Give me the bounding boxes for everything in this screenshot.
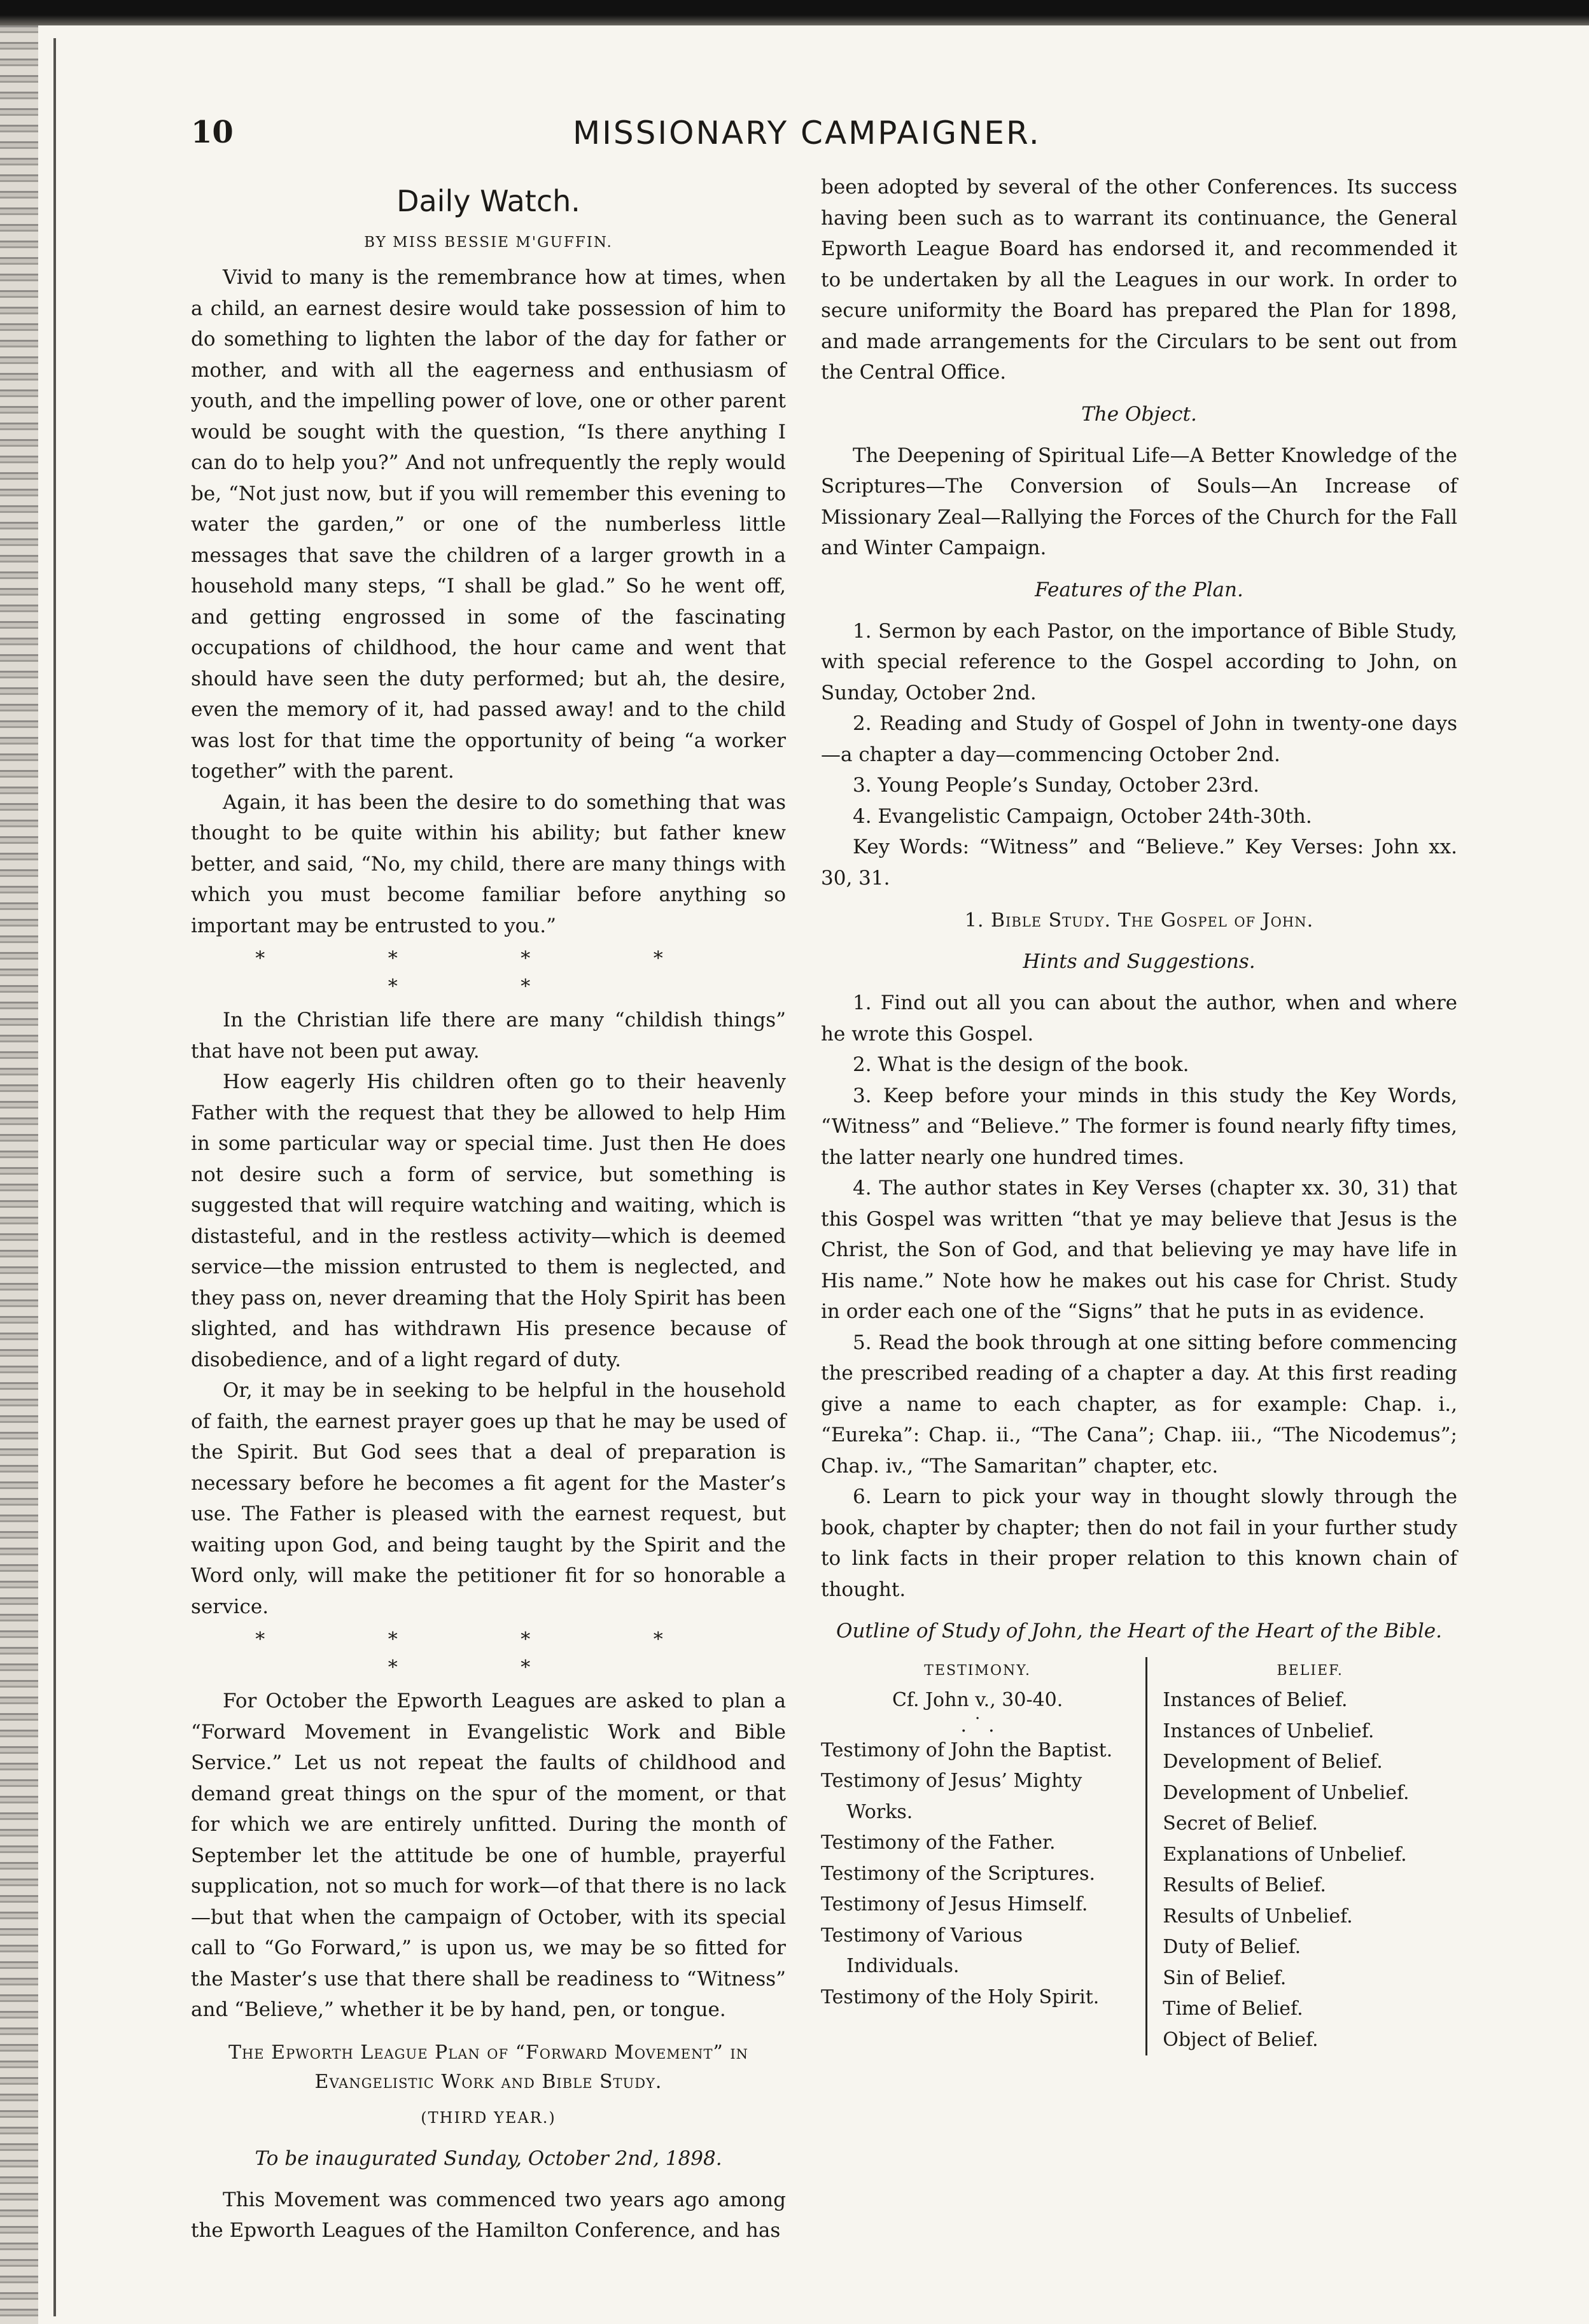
testimony-column: [821, 1657, 1147, 2055]
paragraph: In the Christian life there are many “childish things” that have not been put away.: [191, 1009, 786, 1063]
paragraph: Again, it has been the desire to do something that was thought to be quite within his ability; but father knew better, and said, “No, my child, there are many things with which you must become familiar before anything so important may be entrusted to you.”: [191, 790, 786, 937]
key-words: Key Words: “Witness” and “Believe.” Key Verses: John xx. 30, 31.: [821, 836, 1457, 890]
outline-heading: Outline of Study of John, the Heart of the Heart of the Bible.: [836, 1620, 1442, 1642]
running-title: MISSIONARY CAMPAIGNER.: [573, 115, 1041, 151]
belief-item: Instances of Belief.: [1163, 1689, 1348, 1711]
left-column: [191, 172, 786, 2246]
feature-item: 2. Reading and Study of Gospel of John in twenty-one days—a chapter a day—commencing October 2nd.: [821, 712, 1457, 766]
hint-item: 3. Keep before your minds in this study the Key Words, “Witness” and “Believe.” The former is found nearly fifty times, the latter nearly one hundred times.: [821, 1084, 1457, 1169]
testimony-item: Testimony of John the Baptist.: [821, 1739, 1113, 1761]
belief-item: Development of Belief.: [1163, 1751, 1383, 1773]
object-heading: The Object.: [1081, 402, 1197, 426]
hint-item: 1. Find out all you can about the author, when and where he wrote this Gospel.: [821, 991, 1457, 1046]
belief-item: Explanations of Unbelief.: [1163, 1843, 1407, 1866]
features-heading: Features of the Plan.: [1035, 578, 1243, 601]
testimony-item: Testimony of the Scriptures.: [821, 1862, 1096, 1885]
paragraph: Vivid to many is the remembrance how at times, when a child, an earnest desire would take possession of him to do something to lighten the labor of the day for father or mother, and with all the eagerness and enthusiasm of youth, and the impelling power of love, one or other parent would be sought with the question, “Is there anything I can do to help you?” And not unfrequently the reply would be, “Not just now, but if you will remember this evening to water the garden,” or one of the numberless little messages that save the children of a larger growth in a household many steps, “I shall be glad.” So he went off, and getting engrossed in some of the fascinating occupations of childhood, the hour came and went that should have seen the duty performed; but ah, the desire, even the memory of it, had passed away! and to the child was lost for that time the opportunity of being “a worker together” with the parent.: [191, 266, 786, 783]
belief-item: Instances of Unbelief.: [1163, 1719, 1375, 1742]
hint-item: 4. The author states in Key Verses (chapter xx. 30, 31) that this Gospel was written “that ye may believe that Jesus is the Christ, the Son of God, and that believing ye may have life in His name.” Note how he makes out his case for Christ. Study in order each one of the “Signs” that he puts in as evidence.: [821, 1177, 1457, 1323]
belief-item: Object of Belief.: [1163, 2028, 1319, 2051]
paragraph: For October the Epworth Leagues are asked to plan a “Forward Movement in Evangelistic Work and Bible Service.” Let us not repeat the faults of childhood and demand great things on the spur of the moment, or that for which we are entirely unfitted. During the month of September let the attitude be one of humble, prayerful supplication, not so much for work—of that there is no lack—but that when the campaign of October, with its special call to “Go Forward,” is upon us, we may be so fitted for the Master’s use that there shall be readiness to “Witness” and “Believe,” whether it be by hand, pen, or tongue.: [191, 1690, 786, 2021]
testimony-item: Testimony of Jesus Himself.: [821, 1893, 1088, 1915]
hint-item: 2. What is the design of the book.: [853, 1053, 1189, 1076]
paragraph: The Deepening of Spiritual Life—A Better Knowledge of the Scriptures—The Conversion of Souls—An Increase of Missionary Zeal—Rallying the Forces of the Church for the Fall and Winter Campaign.: [821, 444, 1457, 559]
paragraph: been adopted by several of the other Conferences. Its success having been such as to warrant its continuance, the General Epworth League Board has endorsed it, and recommended it to be undertaken by all the Leagues in our work. In order to secure uniformity the Board has prepared the Plan for 1898, and made arrangements for the Circulars to be sent out from the Central Office.: [821, 176, 1457, 384]
feature-item: 3. Young People’s Sunday, October 23rd.: [853, 774, 1260, 797]
testimony-item: Testimony of the Holy Spirit.: [821, 1985, 1100, 2008]
hint-item: 6. Learn to pick your way in thought slowly through the book, chapter by chapter; then do not fail in your further study to link facts in their proper relation to this known chain of thought.: [821, 1485, 1457, 1601]
paragraph: How eagerly His children often go to their heavenly Father with the request that they be allowed to help Him in some particular way or special time. Just then He does not desire such a form of service, but something is suggested that will require watching and waiting, which is distasteful, and in the restless activity—which is deemed service—the mission entrusted to them is neglected, and they pass on, never dreaming that the Holy Spirit has been slighted, and has withdrawn His presence because of disobedience, and of a light regard of duty.: [191, 1070, 786, 1371]
hints-heading: Hints and Suggestions.: [1023, 950, 1256, 973]
bible-study-heading: 1. Bible Study. The Gospel of John.: [964, 909, 1314, 932]
page-number: 10: [191, 115, 234, 150]
third-year-label: (THIRD YEAR.): [421, 2108, 556, 2127]
scan-left-edge: [0, 25, 38, 2324]
paragraph: Or, it may be in seeking to be helpful in the household of faith, the earnest prayer goes up that he may be used of the Spirit. But God sees that a deal of preparation is necessary before he becomes a fit agent for the Master’s use. The Father is pleased with the earnest request, but waiting upon God, and being taught by the Spirit and the Word only, will make the petitioner fit for so honorable a service.: [191, 1379, 786, 1618]
hint-item: 5. Read the book through at one sitting before commencing the prescribed reading of a chapter a day. At this first reading give a name to each chapter, as for example: Chap. i., “Eureka”: Chap. ii., “The Cana”; Chap. iii., “The Nicodemus”; Chap. iv., “The Samaritan” chapter, etc.: [821, 1331, 1457, 1478]
plan-heading: The Epworth League Plan of “Forward Movement” in Evangelistic Work and Bible Study.: [228, 2041, 749, 2093]
feature-item: 4. Evangelistic Campaign, October 24th-30th.: [853, 804, 1312, 828]
scan-top-band: [0, 0, 1589, 25]
scan-left-rule: [53, 38, 56, 2316]
testimony-item: Testimony of the Father.: [821, 1831, 1056, 1854]
testimony-item: Testimony of Various Individuals.: [821, 1924, 1023, 1977]
paragraph: This Movement was commenced two years ago among the Epworth Leagues of the Hamilton Conference, and has: [191, 2188, 786, 2242]
section-divider: * * * * * *: [255, 948, 722, 998]
belief-header: BELIEF.: [1277, 1663, 1343, 1679]
feature-item: 1. Sermon by each Pastor, on the importance of Bible Study, with special reference to the Gospel according to John, on Sunday, October 2nd.: [821, 619, 1457, 704]
article-title: Daily Watch.: [396, 184, 580, 218]
testimony-reference: Cf. John v., 30-40.: [892, 1689, 1063, 1711]
belief-item: Sin of Belief.: [1163, 1966, 1287, 1989]
page-header: [191, 115, 1457, 159]
belief-item: Secret of Belief.: [1163, 1812, 1319, 1835]
testimony-item: Testimony of Jesus’ Mighty Works.: [821, 1770, 1082, 1823]
belief-column: [1147, 1657, 1457, 2055]
right-column: [821, 172, 1457, 2055]
article-byline: BY MISS BESSIE M'GUFFIN.: [364, 234, 613, 251]
belief-item: Time of Belief.: [1163, 1998, 1303, 2020]
inauguration-date: To be inaugurated Sunday, October 2nd, 1898.: [255, 2146, 722, 2170]
belief-item: Results of Unbelief.: [1163, 1905, 1353, 1928]
testimony-header: TESTIMONY.: [924, 1663, 1031, 1679]
belief-item: Development of Unbelief.: [1163, 1781, 1410, 1804]
testimony-dots: . ˙ .: [960, 1714, 995, 1737]
belief-item: Duty of Belief.: [1163, 1936, 1301, 1958]
belief-item: Results of Belief.: [1163, 1874, 1326, 1896]
outline-table: [821, 1657, 1457, 2055]
section-divider: * * * * * *: [255, 1628, 722, 1679]
